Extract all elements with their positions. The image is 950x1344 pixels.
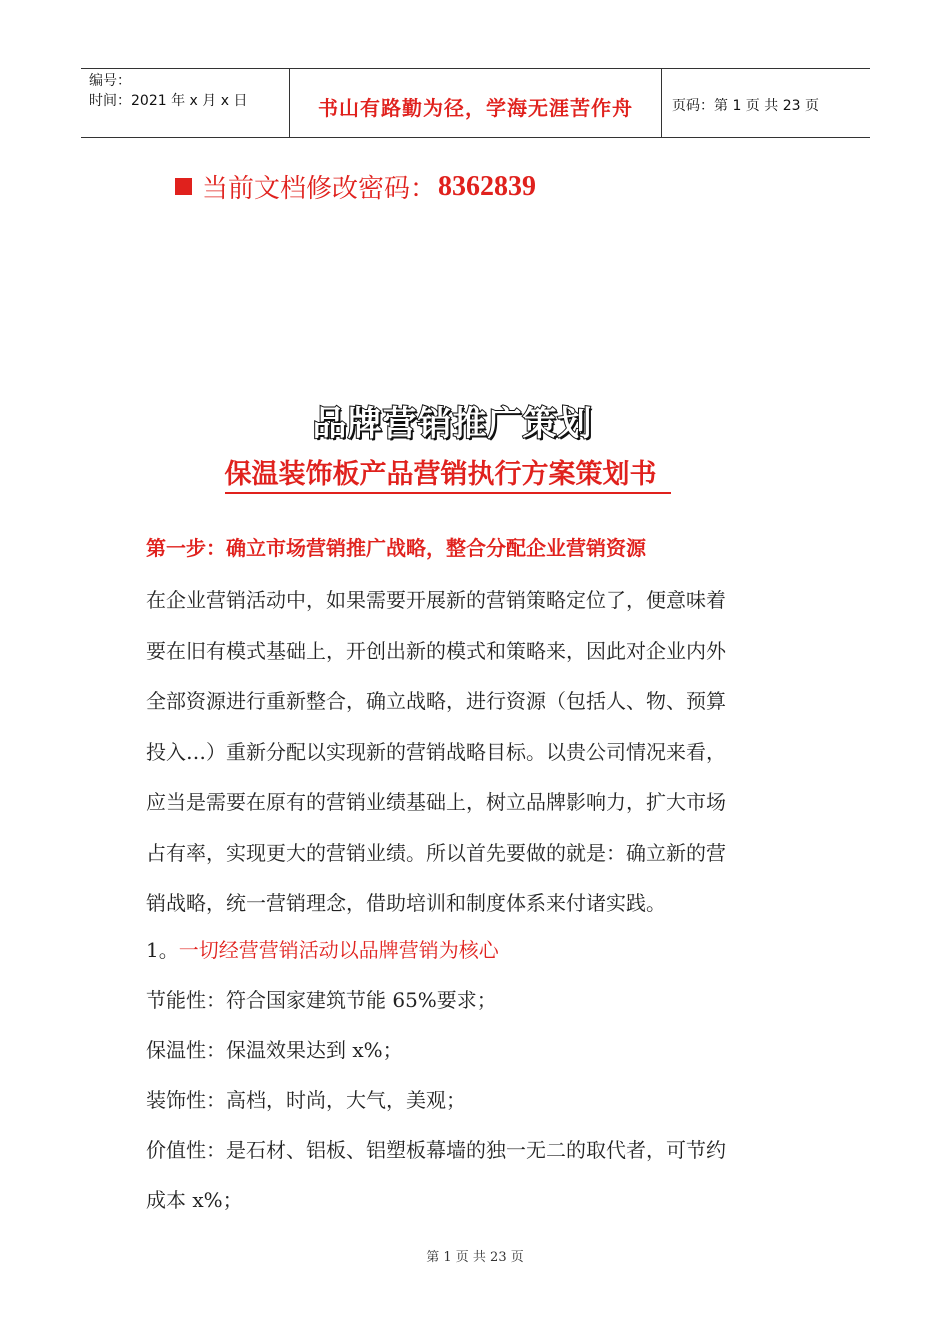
header-meta <box>81 69 290 137</box>
point-heading <box>146 925 726 975</box>
paragraph-line: 应当是需要在原有的营销业绩基础上，树立品牌影响力，扩大市场 <box>146 790 726 814</box>
square-bullet-icon <box>175 178 192 195</box>
point-title: 一切经营营销活动以品牌营销为核心 <box>178 938 499 962</box>
point-number: 1。 <box>146 938 179 962</box>
list-item: 保温性：保温效果达到 x%； <box>146 1038 403 1062</box>
password-code: 8362839 <box>438 170 537 202</box>
paragraph-line: 销战略，统一营销理念，借助培训和制度体系来付诸实践。 <box>146 891 666 915</box>
list-item: 成本 x%； <box>146 1188 243 1212</box>
password-label: 当前文档修改密码： <box>202 174 437 204</box>
document-subtitle <box>0 452 895 491</box>
list-item: 装饰性：高档，时尚，大气，美观； <box>146 1088 466 1112</box>
document-subtitle-text: 保温装饰板产品营销执行方案策划书 <box>225 459 671 494</box>
document-number-label: 编号： <box>89 73 131 89</box>
page-footer: 第 1 页 共 23 页 <box>426 1250 524 1265</box>
brand-title: 品牌营销推广策划 <box>312 404 593 444</box>
attribute-list <box>146 925 726 1225</box>
page-header <box>81 68 870 138</box>
paragraph-line: 全部资源进行重新整合，确立战略，进行资源（包括人、物、预算 <box>146 689 726 713</box>
step-paragraph <box>146 575 796 929</box>
list-item: 价值性：是石材、铝板、铝塑板幕墙的独一无二的取代者，可节约 <box>146 1138 726 1162</box>
password-notice <box>175 168 536 205</box>
paragraph-line: 占有率，实现更大的营销业绩。所以首先要做的就是：确立新的营 <box>146 840 726 865</box>
list-item: 节能性：符合国家建筑节能 65%要求； <box>146 988 497 1012</box>
paragraph-line: 要在旧有模式基础上，开创出新的模式和策略来，因此对企业内外 <box>146 638 726 663</box>
document-date: 时间：2021 年 x 月 x 日 <box>89 93 248 109</box>
step-heading: 第一步：确立市场营销推广战略，整合分配企业营销资源 <box>146 536 646 560</box>
paragraph-line: 投入…）重新分配以实现新的营销战略目标。以贵公司情况来看， <box>146 739 726 764</box>
paragraph-line: 在企业营销活动中，如果需要开展新的营销策略定位了，便意味着 <box>146 588 726 612</box>
header-page-info: 页码：第 1 页 共 23 页 <box>672 98 819 114</box>
header-motto: 书山有路勤为径，学海无涯苦作舟 <box>290 69 662 137</box>
